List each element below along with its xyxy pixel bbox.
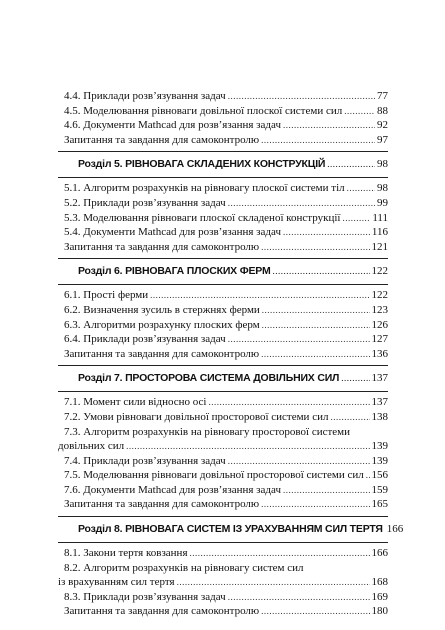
toc-entry-title: 7.5. Моделювання рівноваги довільної просторової системи сил: [64, 469, 364, 482]
toc-leader-dots: [228, 196, 375, 211]
toc-entry-page: 139: [371, 454, 388, 467]
toc-entry: [58, 468, 388, 483]
toc-entry: [58, 347, 388, 362]
toc-entry-title: 8.1. Закони тертя ковзання: [64, 547, 188, 560]
toc-entry-page: 127: [371, 333, 388, 346]
toc-entry: [58, 546, 388, 561]
toc-entry-page: 168: [371, 576, 388, 589]
section-heading: [58, 520, 404, 538]
toc-leader-dots: [228, 454, 370, 469]
toc-entry: [58, 225, 388, 240]
toc-entry-page: 98: [377, 182, 388, 195]
section-page: 122: [371, 265, 388, 278]
toc-leader-dots: [228, 332, 370, 347]
toc-entry-page: 123: [371, 303, 388, 316]
toc-entry-title: 8.2. Алгоритм розрахунків на рівновагу систем сил: [64, 561, 304, 574]
toc-entry: [58, 318, 388, 333]
toc-entry-page: 121: [371, 240, 388, 253]
toc-entry-page: 77: [377, 90, 388, 102]
toc-entry: [58, 575, 388, 590]
toc-leader-dots: [208, 395, 369, 410]
toc-entry-page: 180: [371, 605, 388, 618]
section-divider: [58, 391, 388, 392]
toc-entry-title: Запитання та завдання для самоконтролю: [64, 240, 260, 253]
toc-leader-dots: [177, 575, 370, 590]
toc-entry-title: 4.6. Документи Mathcad для розв’язання задач: [64, 119, 281, 132]
toc-leader-dots: [330, 410, 369, 425]
toc-entry-title: 6.3. Алгоритми розрахунку плоских ферм: [64, 318, 260, 331]
toc-entry: [58, 590, 388, 605]
toc-entry-title: 7.4. Приклади розв’язування задач: [64, 454, 226, 467]
toc-entry-title: Запитання та завдання для самоконтролю: [64, 605, 260, 618]
toc-entry-page: 165: [371, 498, 388, 511]
toc-entry-page: 136: [371, 347, 388, 360]
toc-entry-page: 116: [371, 226, 388, 239]
toc-entry: [58, 104, 388, 119]
toc-entry-page: 169: [371, 590, 388, 603]
toc-entry: [58, 454, 388, 469]
toc-entry-title: Запитання та завдання для самоконтролю: [64, 133, 260, 146]
section-divider: [58, 258, 388, 259]
section-title: Розділ 5. РІВНОВАГА СКЛАДЕНИХ КОНСТРУКЦІЙ: [78, 158, 326, 171]
toc-leader-dots: [273, 262, 370, 280]
section-title: Розділ 7. ПРОСТОРОВА СИСТЕМА ДОВІЛЬНИХ СИЛ: [78, 372, 340, 385]
toc-entry-title: Запитання та завдання для самоконтролю: [64, 347, 260, 360]
toc-pre-entries: [58, 89, 388, 147]
section-heading: [58, 369, 388, 387]
toc-leader-dots: [126, 439, 369, 454]
toc-entry: [58, 211, 388, 226]
toc-entry-page: 166: [371, 547, 388, 560]
toc-entry-page: 92: [377, 119, 388, 132]
toc-entry: [58, 497, 388, 512]
toc-leader-dots: [261, 133, 375, 148]
toc-entry: [58, 240, 388, 255]
toc-leader-dots: [341, 369, 369, 387]
toc-entry-title: 4.5. Моделювання рівноваги довільної плоскої системи сил: [64, 104, 343, 117]
toc-leader-dots: [261, 347, 369, 362]
toc-leader-dots: [261, 497, 369, 512]
toc-entry-title: 7.3. Алгоритм розрахунків на рівновагу просторової системи: [64, 425, 351, 438]
toc-leader-dots: [228, 89, 375, 104]
toc-entry: [58, 181, 388, 196]
toc-entry-title: 6.4. Приклади розв’язування задач: [64, 333, 226, 346]
toc-leader-dots: [283, 225, 370, 240]
toc-entry: [58, 410, 388, 425]
toc-leader-dots: [190, 546, 370, 561]
toc-entry-page: 137: [371, 396, 388, 409]
toc-entry-page: 159: [371, 483, 388, 496]
section-page: 166: [386, 523, 404, 536]
toc-leader-dots: [283, 483, 370, 498]
section-page: 137: [371, 372, 388, 385]
toc-leader-dots: [366, 468, 370, 483]
toc-entry-page: 99: [377, 196, 388, 209]
section-divider: [58, 516, 388, 517]
toc-entry-title: довільних сил: [58, 440, 125, 453]
toc-entry-title: 8.3. Приклади розв’язування задач: [64, 590, 226, 603]
toc-entry: [58, 425, 388, 440]
toc-entry-title: 7.1. Момент сили відносно осі: [64, 396, 207, 409]
toc-leader-dots: [262, 318, 370, 333]
toc-entry-page: 126: [371, 318, 388, 331]
section-heading: [58, 155, 388, 173]
toc-leader-dots: [261, 240, 369, 255]
toc-leader-dots: [347, 181, 375, 196]
toc-entry-page: 111: [372, 211, 388, 224]
toc-leader-dots: [344, 104, 375, 119]
toc-entry: [58, 89, 388, 104]
section-title: Розділ 8. РІВНОВАГА СИСТЕМ ІЗ УРАХУВАННЯМ СИЛ ТЕРТЯ: [78, 523, 383, 536]
toc-entry-title: 7.2. Умови рівноваги довільної просторової системи сил: [64, 410, 329, 423]
toc-entry: [58, 561, 388, 576]
toc-entry: [58, 483, 388, 498]
section-divider: [58, 284, 388, 285]
toc-entry-page: 139: [371, 440, 388, 453]
toc-entry: [58, 196, 388, 211]
toc-entry-title: 4.4. Приклади розв’язування задач: [64, 90, 226, 102]
toc-entry-title: 5.1. Алгоритм розрахунків на рівновагу плоскої системи тіл: [64, 182, 345, 195]
toc-entry-title: 5.2. Приклади розв’язування задач: [64, 196, 226, 209]
toc-leader-dots: [342, 211, 370, 226]
toc-entry-title: 7.6. Документи Mathcad для розв’язання задач: [64, 483, 281, 496]
toc-entry-title: 5.4. Документи Mathcad для розв’язання задач: [64, 226, 281, 239]
toc-entry: [58, 439, 388, 454]
toc-entry: [58, 604, 388, 619]
toc-entry: [58, 332, 388, 347]
toc-entry-page: 88: [377, 104, 388, 117]
toc-entry-page: 122: [371, 289, 388, 302]
toc-entry-page: 138: [371, 410, 388, 423]
section-page: 98: [377, 158, 388, 171]
toc-leader-dots: [262, 303, 370, 318]
table-of-contents: [58, 89, 404, 619]
section-divider: [58, 542, 388, 543]
toc-leader-dots: [327, 155, 375, 173]
toc-entry: [58, 395, 388, 410]
section-divider: [58, 365, 388, 366]
toc-entry: [58, 133, 388, 148]
toc-leader-dots: [228, 590, 370, 605]
toc-entry-page: 97: [377, 133, 388, 146]
toc-leader-dots: [283, 118, 375, 133]
toc-entry: [58, 118, 388, 133]
toc-entry-title: Запитання та завдання для самоконтролю: [64, 498, 260, 511]
section-divider: [58, 177, 388, 178]
toc-leader-dots: [150, 288, 369, 303]
toc-entry-page: 156: [371, 469, 388, 482]
toc-entry: [58, 303, 388, 318]
toc-entry-title: 6.2. Визначення зусиль в стержнях ферми: [64, 303, 260, 316]
toc-entry-title: 6.1. Прості ферми: [64, 289, 149, 302]
toc-entry-title: із врахуванням сил тертя: [58, 576, 175, 589]
toc-sections: [58, 151, 404, 619]
section-heading: [58, 262, 388, 280]
section-divider: [58, 151, 388, 152]
section-title: Розділ 6. РІВНОВАГА ПЛОСКИХ ФЕРМ: [78, 265, 271, 278]
toc-entry-title: 5.3. Моделювання рівноваги плоскої складеної конструкції: [64, 211, 341, 224]
toc-leader-dots: [261, 604, 369, 619]
toc-entry: [58, 288, 388, 303]
